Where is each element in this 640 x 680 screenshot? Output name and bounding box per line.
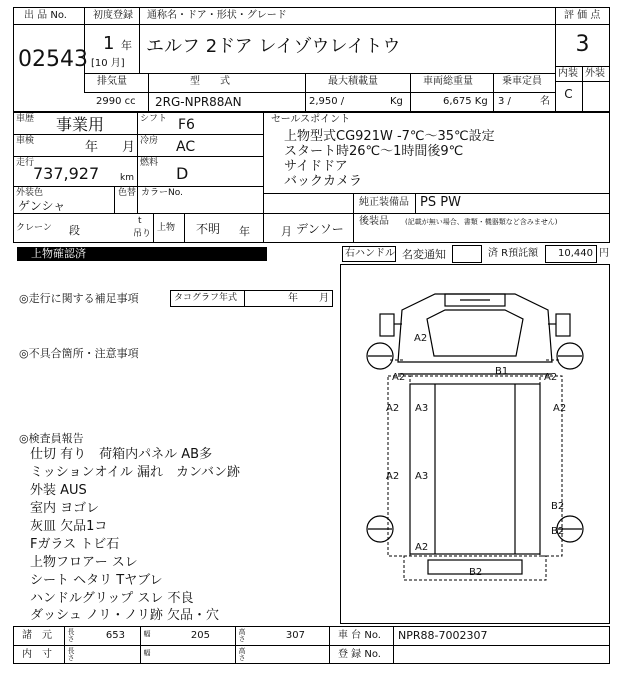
- divider: [393, 626, 394, 664]
- inspector-line: 灰皿 欠品1コ: [30, 519, 108, 534]
- capacity-value: 3 /: [498, 96, 511, 107]
- damage-mark: B2: [469, 567, 483, 578]
- divider: [114, 186, 115, 213]
- model-name: エルフ 2ドア レイゾウレイトウ: [146, 36, 401, 57]
- divider: [13, 213, 610, 214]
- chassis-value: NPR88-7002307: [398, 629, 488, 642]
- lot-no-value: 02543: [18, 47, 88, 72]
- divider: [13, 186, 263, 187]
- first-reg-year-unit: 年: [121, 39, 132, 52]
- inspection-label: 車検: [16, 136, 35, 146]
- first-reg-year: 1: [103, 33, 115, 54]
- body-maker: 不明: [196, 222, 221, 236]
- divider: [410, 73, 411, 112]
- genuine-equipment-value: PS PW: [420, 195, 461, 210]
- divider: [84, 92, 555, 93]
- damage-mark: B1: [495, 366, 509, 377]
- divider: [84, 73, 555, 74]
- sales-point-line: サイドドア: [284, 159, 348, 174]
- interior-height-label: 高さ: [238, 647, 246, 662]
- inspector-line: Fガラス トビ石: [30, 537, 120, 552]
- interior-grade-value: C: [564, 87, 573, 101]
- sales-points-label: セールスポイント: [271, 114, 351, 125]
- interior-length-label: 長さ: [67, 647, 75, 662]
- defects-title: ◎不具合箇所・注意事項: [19, 347, 139, 360]
- history-label: 車歴: [16, 114, 35, 124]
- cab-windshield: [427, 310, 523, 356]
- aircon-label: 冷房: [140, 136, 159, 146]
- first-reg-label: 初度登録: [93, 10, 133, 21]
- divider: [582, 66, 583, 112]
- left-mirror: [380, 314, 394, 336]
- gross-weight-value: 6,675 Kg: [443, 96, 488, 107]
- height-value: 307: [285, 630, 305, 641]
- crane-label: クレーン: [16, 223, 52, 233]
- divider: [235, 626, 236, 664]
- divider: [13, 24, 84, 25]
- handle-value: 右ハンドル: [345, 248, 395, 259]
- color-no-label: カラーNo.: [141, 188, 183, 198]
- inspector-title: ◎検査員報告: [19, 432, 84, 445]
- damage-mark: A2: [415, 542, 429, 553]
- divider: [555, 81, 610, 82]
- aftermarket-label: 後装品: [359, 216, 389, 227]
- interior-size-label: 内 寸: [22, 649, 52, 660]
- width-value: 205: [190, 630, 210, 641]
- divider: [13, 134, 263, 135]
- truck-diagram: [340, 264, 610, 624]
- exterior-grade-label: 外装: [585, 68, 605, 79]
- interior-grade-label: 内装: [558, 68, 578, 79]
- divider: [153, 213, 154, 243]
- divider: [263, 193, 610, 194]
- divider: [555, 24, 610, 25]
- mileage-value: 737,927: [33, 164, 100, 183]
- divider: [329, 626, 330, 664]
- width-label: 幅: [143, 630, 151, 638]
- recycle-amount: 10,440: [558, 248, 593, 259]
- aircon-value: AC: [176, 139, 196, 155]
- displacement-value: 2990 cc: [96, 96, 136, 107]
- damage-mark: A2: [544, 372, 558, 383]
- name-change-box: [452, 245, 482, 263]
- model-type-value: 2RG-NPR88AN: [155, 95, 242, 109]
- model-label: 通称名・ドア・形状・グレード: [147, 10, 287, 21]
- body-check-banner: 上物確認済: [17, 247, 267, 261]
- fuel-value: D: [176, 164, 189, 183]
- length-value: 653: [105, 630, 125, 641]
- damage-mark: A2: [414, 333, 428, 344]
- damage-mark: A3: [415, 471, 429, 482]
- inspection-year-unit: 年: [85, 140, 99, 155]
- body-label: 上物: [157, 223, 176, 233]
- divider: [305, 73, 306, 112]
- first-reg-month: [10 月]: [91, 58, 125, 69]
- divider: [13, 645, 610, 646]
- divider: [64, 626, 65, 664]
- damage-mark: A2: [553, 403, 567, 414]
- cargo-box: [410, 384, 540, 554]
- color-label: 外装色: [16, 188, 44, 198]
- body-builder: デンソー: [296, 222, 344, 236]
- sales-point-line: スタート時26℃～1時間後9℃: [284, 144, 464, 159]
- inspector-line: シート ヘタリ Tヤブレ: [30, 573, 163, 588]
- body-month-unit: 月: [281, 225, 292, 238]
- tachograph-year-unit: 年: [288, 293, 298, 304]
- damage-mark: A2: [386, 403, 400, 414]
- crane-ton-unit-sub: 吊り: [133, 229, 152, 239]
- inspector-line: ミッションオイル 漏れ カンバン跡: [30, 465, 241, 480]
- mileage-unit: km: [120, 173, 134, 183]
- registration-label: 登 録 No.: [338, 649, 381, 660]
- lot-no-label: 出 品 No.: [24, 10, 67, 21]
- history-value: 事業用: [56, 115, 105, 134]
- divider: [13, 156, 263, 157]
- sales-point-line: 上物型式CG921W -7℃～35℃設定: [284, 129, 495, 144]
- chassis-label: 車 台 No.: [338, 630, 381, 641]
- damage-mark: A2: [392, 372, 406, 383]
- interior-width-label: 幅: [143, 649, 151, 657]
- recycle-label: 済 R預託額: [488, 248, 539, 259]
- divider: [137, 112, 138, 213]
- damage-mark: A3: [415, 403, 429, 414]
- shift-value: F6: [178, 117, 195, 133]
- color-value: ゲンシャ: [18, 199, 66, 213]
- inspector-line: 室内 ヨゴレ: [30, 501, 100, 516]
- inspector-line: 仕切 有り 荷箱内パネル AB多: [30, 447, 213, 462]
- color-change-label: 色替: [118, 188, 137, 198]
- max-load-unit: Kg: [390, 96, 403, 107]
- fuel-label: 燃料: [140, 158, 159, 168]
- inspector-line: 外装 AUS: [30, 483, 87, 498]
- aftermarket-note: (記載が無い場合、書類・機器類など含みません): [405, 218, 558, 226]
- inspection-month-unit: 月: [122, 140, 136, 155]
- sales-point-line: バックカメラ: [284, 174, 363, 189]
- divider: [84, 24, 555, 25]
- divider: [140, 626, 141, 664]
- inspector-line: ダッシュ ノリ・ノリ跡 欠品・穴: [30, 608, 219, 623]
- max-load-value: 2,950 /: [309, 96, 345, 107]
- tachograph-label: タコグラフ年式: [174, 293, 238, 303]
- driving-notes-title: ◎走行に関する補足事項: [19, 292, 139, 305]
- crane-stage-unit: 段: [69, 224, 80, 237]
- length-label: 長さ: [67, 628, 75, 643]
- divider: [139, 7, 140, 73]
- recycle-unit: 円: [599, 248, 609, 259]
- body-year-unit: 年: [239, 225, 250, 238]
- cab-outline: [398, 294, 552, 362]
- divider: [148, 73, 149, 112]
- capacity-label: 乗車定員: [502, 76, 542, 87]
- shift-label: シフト: [140, 114, 168, 124]
- divider: [415, 193, 416, 213]
- inspector-line: ハンドルグリップ スレ 不良: [30, 591, 194, 606]
- height-label: 高さ: [238, 628, 246, 643]
- damage-mark: B2: [551, 501, 565, 512]
- divider: [184, 213, 185, 243]
- mileage-label: 走行: [16, 158, 35, 168]
- name-change-label: 名変通知: [402, 248, 446, 261]
- damage-mark: B2: [551, 526, 565, 537]
- crane-ton-unit: t: [138, 216, 142, 226]
- tachograph-month-unit: 月: [319, 293, 329, 304]
- divider: [353, 193, 354, 243]
- size-label: 諸 元: [22, 630, 52, 641]
- max-load-label: 最大積載量: [328, 76, 378, 87]
- displacement-label: 排気量: [97, 76, 127, 87]
- genuine-equipment-label: 純正装備品: [359, 197, 409, 208]
- divider: [493, 73, 494, 112]
- divider: [263, 112, 264, 243]
- right-mirror: [556, 314, 570, 336]
- capacity-unit: 名: [540, 96, 550, 107]
- grade-label: 評 価 点: [564, 10, 601, 21]
- gross-weight-label: 車両総重量: [423, 76, 473, 87]
- grade-value: 3: [575, 32, 590, 57]
- divider: [244, 290, 245, 307]
- inspector-line: 上物フロアー スレ: [30, 555, 138, 570]
- damage-mark: A2: [386, 471, 400, 482]
- model-type-label: 型 式: [190, 76, 230, 87]
